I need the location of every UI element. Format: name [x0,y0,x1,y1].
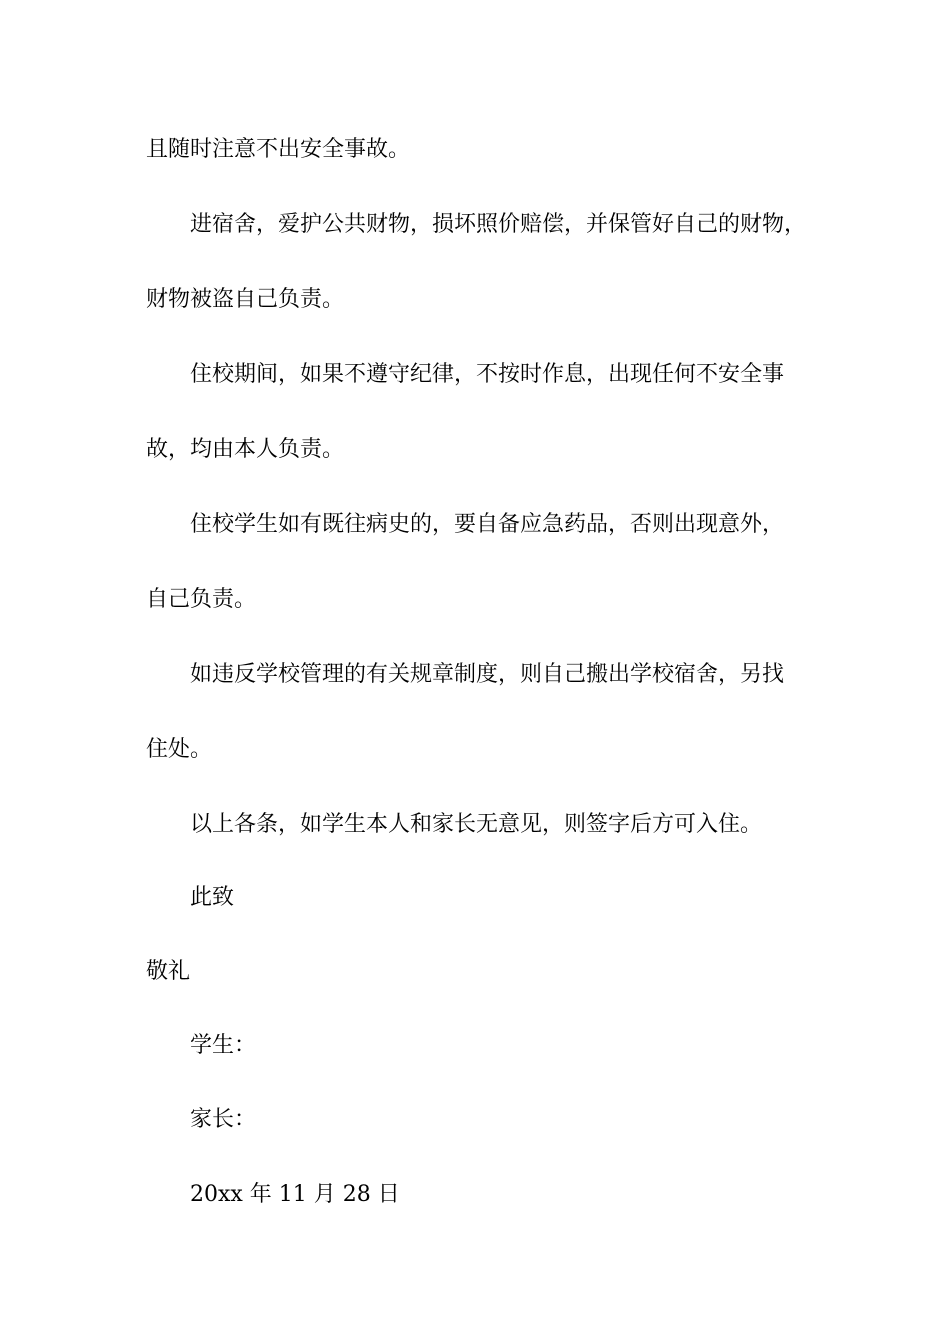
paragraph-line [0,730,950,770]
body-text: 住校期间，如果不遵守纪律，不按时作息，出现任何不安全事 [190,362,785,387]
body-text: 以上各条，如学生本人和家长无意见，则签字后方可入住。 [190,812,763,837]
document-date: 20xx 年 11 月 28 日 [190,1182,400,1207]
signature-line [0,1100,950,1140]
paragraph-line [0,805,950,845]
student-signature-label: 学生： [190,1033,257,1058]
closing-regards: 敬礼 [146,959,191,984]
paragraph-line [0,580,950,620]
signature-line [0,1026,950,1066]
body-text: 自己负责。 [146,587,257,612]
body-text: 住处。 [146,737,213,762]
closing-salutation: 此致 [190,885,235,910]
body-text: 住校学生如有既往病史的，要自备应急药品，否则出现意外， [190,512,785,537]
paragraph-line [0,505,950,545]
body-text: 故，均由本人负责。 [146,437,345,462]
paragraph-line [0,205,950,245]
paragraph-line [0,355,950,395]
body-text: 财物被盗自己负责。 [146,287,345,312]
body-text: 如违反学校管理的有关规章制度，则自己搬出学校宿舍，另找 [190,662,785,687]
closing-line [0,878,950,918]
date-line [0,1175,950,1215]
paragraph-line [0,280,950,320]
paragraph-line [0,130,950,170]
closing-line [0,952,950,992]
body-text: 且随时注意不出安全事故。 [146,137,411,162]
paragraph-line [0,430,950,470]
paragraph-line [0,655,950,695]
body-text: 进宿舍，爱护公共财物，损坏照价赔偿，并保管好自己的财物， [190,212,807,237]
parent-signature-label: 家长： [190,1107,257,1132]
